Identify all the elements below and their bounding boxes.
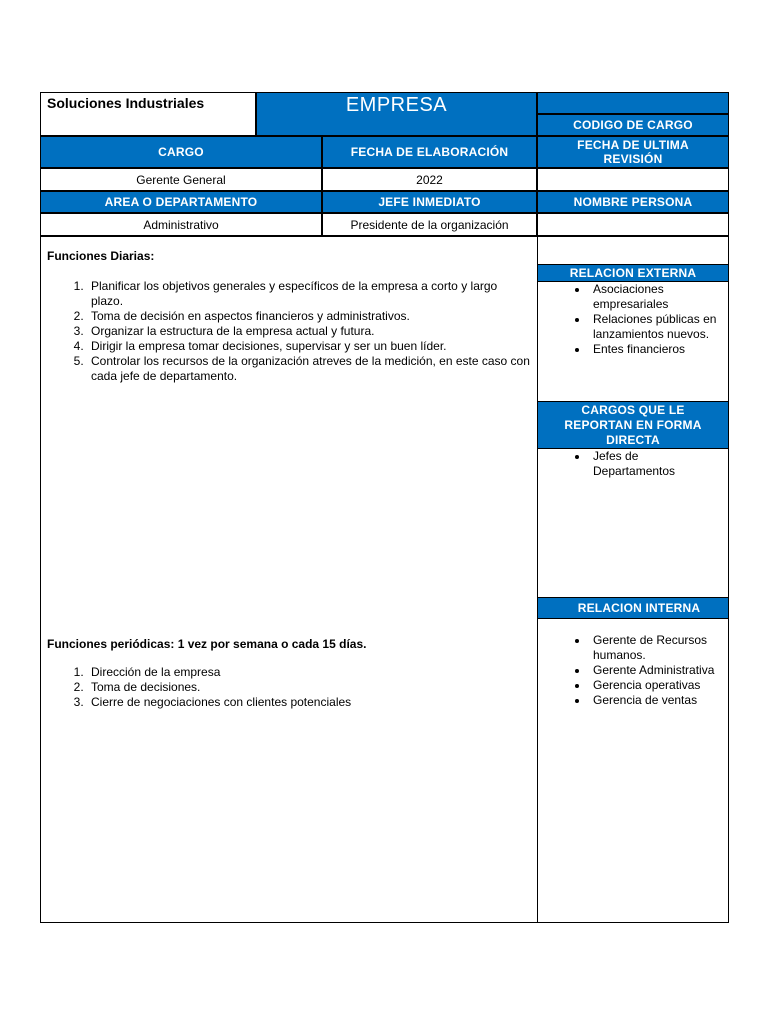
cargos-reportan-title-3: DIRECTA	[606, 432, 660, 447]
cargos-reportan-list	[538, 449, 728, 479]
list-item: 3. Cierre de negociaciones con clientes potenciales	[87, 695, 532, 710]
funciones-diarias-list	[47, 279, 532, 384]
jefe-label	[322, 191, 537, 213]
jefe-label-text: JEFE INMEDIATO	[378, 195, 481, 209]
cargo-value-cell	[40, 168, 322, 191]
funciones-diarias-section	[47, 249, 532, 384]
list-item: • Relaciones públicas en lanzamientos nuevos.	[589, 312, 722, 342]
list-item: 4. Dirigir la empresa tomar decisiones, supervisar y ser un buen líder.	[87, 339, 532, 354]
funciones-periodicas-title: Funciones periódicas: 1 vez por semana o cada 15 días.	[47, 637, 367, 651]
relacion-externa-header	[538, 264, 728, 282]
list-item: 2. Toma de decisión en aspectos financieros y administrativos.	[87, 309, 532, 324]
funciones-diarias-title: Funciones Diarias:	[47, 249, 155, 263]
area-value-cell	[40, 213, 322, 236]
area-label	[40, 191, 322, 213]
codigo-cargo-label	[537, 114, 729, 136]
list-item: • Gerencia de ventas	[589, 693, 726, 708]
list-item: 3. Organizar la estructura de la empresa actual y futura.	[87, 324, 532, 339]
jefe-value: Presidente de la organización	[350, 217, 509, 232]
list-item: 1. Dirección de la empresa	[87, 665, 532, 680]
list-item: 2. Toma de decisiones.	[87, 680, 532, 695]
area-value: Administrativo	[143, 217, 219, 232]
relacion-interna-body	[538, 633, 728, 708]
list-item: • Gerente de Recursos humanos.	[589, 633, 726, 663]
relacion-interna-header	[538, 597, 728, 619]
fecha-elaboracion-text: FECHA DE ELABORACIÓN	[350, 145, 509, 159]
list-item: • Asociaciones empresariales	[589, 282, 722, 312]
cargos-reportan-title-1: CARGOS QUE LE	[581, 402, 685, 417]
list-item: 1. Planificar los objetivos generales y específicos de la empresa a corto y largo plazo.	[87, 279, 532, 309]
codigo-cargo-text: CODIGO DE CARGO	[573, 118, 693, 132]
relacion-externa-list	[538, 282, 728, 357]
fecha-value-cell	[322, 168, 537, 191]
empresa-title: EMPRESA	[345, 94, 448, 116]
fecha-value: 2022	[416, 172, 443, 187]
revision-value-cell	[537, 168, 729, 191]
fecha-elaboracion-label	[322, 136, 537, 168]
fecha-revision-line2: REVISIÓN	[603, 152, 663, 166]
nombre-persona-text: NOMBRE PERSONA	[573, 195, 693, 209]
relacion-externa-title: RELACION EXTERNA	[569, 266, 697, 280]
nombre-persona-label	[537, 191, 729, 213]
list-item: • Gerencia operativas	[589, 678, 726, 693]
area-label-text: AREA O DEPARTAMENTO	[104, 195, 258, 209]
list-item: 5. Controlar los recursos de la organización atreves de la medición, en este caso con cada jefe de departamento.	[87, 354, 532, 384]
fecha-revision-label	[537, 136, 729, 168]
cargos-reportan-body	[538, 449, 728, 479]
relacion-interna-title: RELACION INTERNA	[577, 601, 701, 615]
cargos-reportan-title-2: REPORTAN EN FORMA	[564, 417, 702, 432]
company-name: Soluciones Industriales	[47, 95, 205, 111]
cargo-label-text: CARGO	[158, 145, 204, 159]
fecha-revision-line1: FECHA DE ULTIMA	[577, 138, 689, 152]
list-item: • Jefes de Departamentos	[589, 449, 678, 479]
nombre-value-cell	[537, 213, 729, 236]
list-item: • Gerente Administrativa	[589, 663, 726, 678]
relacion-externa-body	[538, 282, 728, 357]
funciones-periodicas-section	[47, 637, 532, 710]
funciones-periodicas-list	[47, 665, 532, 710]
jefe-value-cell	[322, 213, 537, 236]
relacion-interna-list	[538, 633, 728, 708]
cargos-reportan-header	[538, 401, 728, 449]
cargo-label	[40, 136, 322, 168]
empresa-title-cell	[256, 92, 537, 136]
empresa-blue-top	[537, 92, 729, 114]
company-name-cell	[40, 92, 256, 136]
cargo-value: Gerente General	[136, 172, 226, 187]
list-item: • Entes financieros	[589, 342, 722, 357]
